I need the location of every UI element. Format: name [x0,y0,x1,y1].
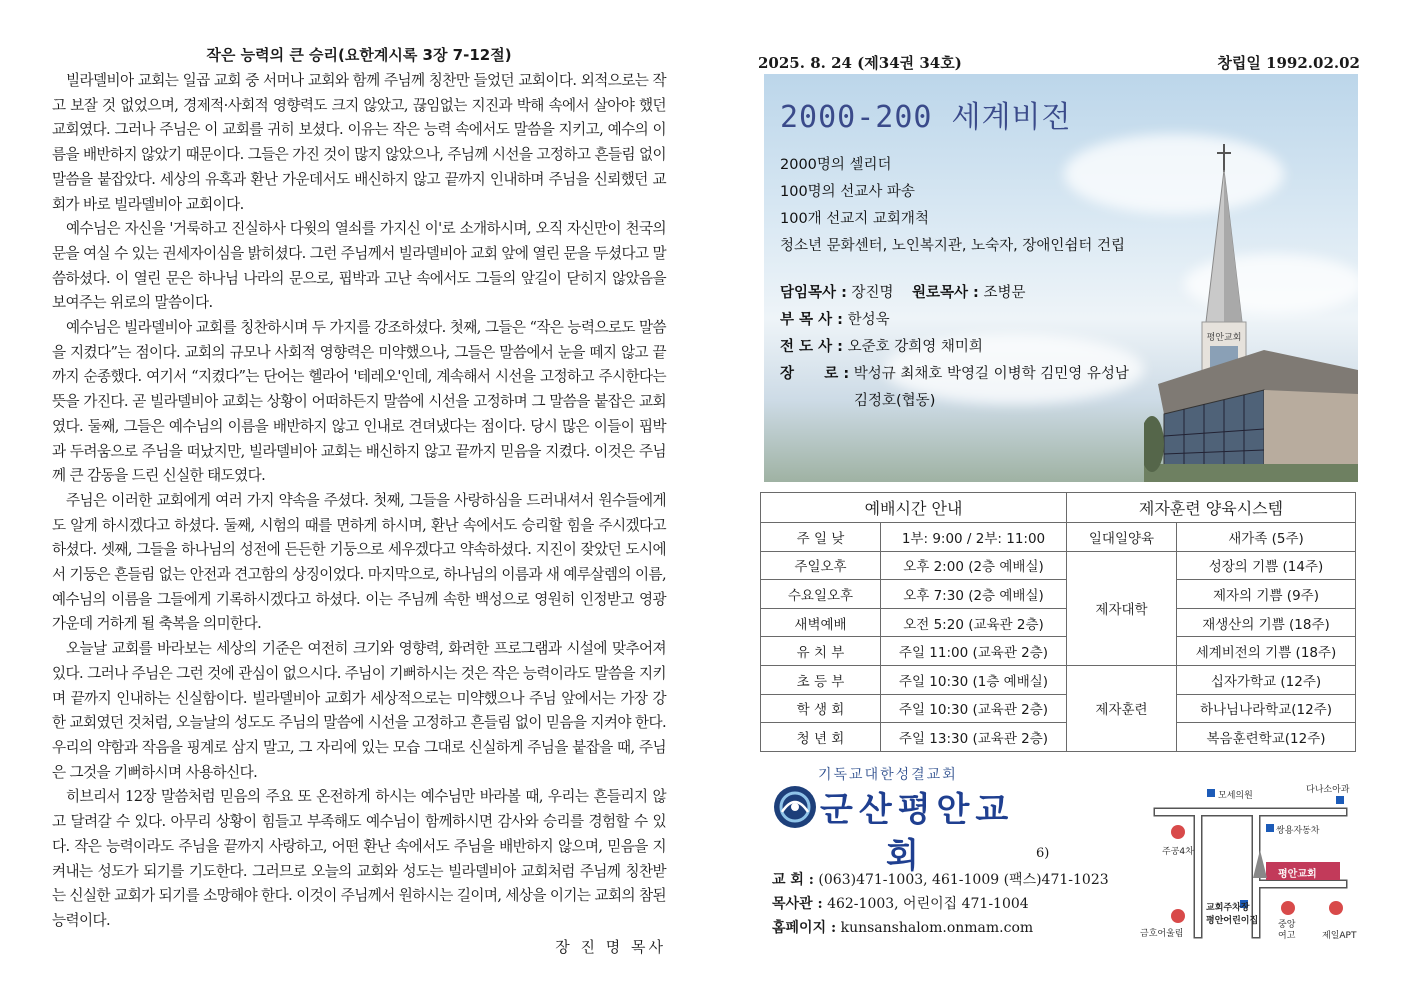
training-group: 일대일양육 [1067,523,1177,552]
contact-label: 교 회 : [772,872,814,888]
parsonage-phone: 462-1003, 어린이집 471-1004 [827,896,1029,912]
issue-header [758,44,1360,74]
sermon-paragraph: 오늘날 교회를 바라보는 세상의 기준은 여전히 크기와 영향력, 화려한 프로그램과 시설에 맞추어져 있다. 그러나 주님은 그런 것에 관심이 없으시다. 주님이 기뻐하시는 것은 작은 능력이라도 말씀을 지키며 끝까지 인내하는 신실함이다. 빌라델비아 교회가 세상적으로는 미약했으나 주님 앞에서는 가장 강한 교회였던 것처럼, 오늘날의 성도도 주님의 말씀에 시선을 고정하고 흔들림 없이 믿음을 지켜야 한다. 우리의 약함과 작음을 핑계로 삼지 말고, 그 자리에 있는 모습 그대로 신실하게 주님을 붙잡을 때, 주님은 그것을 기뻐하시며 사용하신다. [52,640,666,781]
school-marker [1281,901,1295,915]
staff-label: 전 도 사 : [780,339,843,355]
page-number: 6) [1036,846,1050,861]
clinic-marker [1207,789,1215,797]
service-name: 청 년 회 [761,723,881,752]
map-label: 중앙 [1278,920,1296,930]
apartment-marker [1171,909,1185,923]
service-time: 주일 10:30 (교육관 2층) [881,694,1067,723]
map-label: 금호어울림 [1140,929,1184,939]
sermon-paragraph: 주님은 이러한 교회에게 여러 가지 약속을 주셨다. 첫째, 그들을 사랑하심을 드러내셔서 원수들에게도 알게 하시겠다고 하셨다. 둘째, 시험의 때를 면하게 하시며, 환난 속에서도 승리할 힘을 주시겠다고 하셨다. 셋째, 그들을 하나님의 성전에 든든한 기둥으로 세우겠다고 약속하셨다. 지진이 잦았던 도시에서 기둥은 흔들림 없는 안전과 견고함의 상징이었다. 마지막으로, 하나님의 이름과 새 예루살렘의 이름, 예수님의 이름을 그들에게 기록하시겠다고 하셨다. 이는 주님께 속한 백성으로 영원히 인정받고 영광 가운데 거하게 될 축복을 의미한다. [52,491,666,633]
training-group: 제자훈련 [1067,665,1177,751]
service-name: 수요일오후 [761,580,881,609]
church-name-cont: 회 [886,836,919,876]
staff-label: 부 목 사 : [780,312,843,328]
sermon-title: 작은 능력의 큰 승리(요한계시록 3장 7-12절) [206,46,512,64]
map-label: 평안어린이집 [1206,916,1259,926]
table-row [761,665,1356,694]
table-row [761,551,1356,580]
staff-list [780,280,1129,415]
elders: 박성규 최채호 박영길 이병학 김민영 유성남 [853,366,1129,382]
vision-item: 100개 선교지 교회개척 [780,211,929,227]
training-system-header: 제자훈련 양육시스템 [1067,493,1356,523]
table-row [761,580,1356,609]
church-building-illustration [1144,144,1358,482]
founded-date: 창립일 1992.02.02 [1217,54,1360,72]
service-name: 새벽예배 [761,608,881,637]
apartment-marker [1171,825,1185,839]
table-row [761,523,1356,552]
map-label: 다나소아과 [1306,785,1350,795]
training-group: 제자대학 [1067,551,1177,665]
service-time: 1부: 9:00 / 2부: 11:00 [881,523,1067,552]
staff-label: 담임목사 : [780,285,847,301]
dealer-marker [1266,824,1274,832]
training-course: 하나님나라학교(12주) [1177,694,1356,723]
table-row [761,608,1356,637]
training-course: 재생산의 기쁨 (18주) [1177,608,1356,637]
map-label: 주공4차 [1162,847,1194,857]
church-sign: 평안교회 [1206,333,1242,343]
service-time: 주일 10:30 (1층 예배실) [881,665,1067,694]
vision-item: 100명의 선교사 파송 [780,184,915,200]
service-time: 주일 11:00 (교육관 2층) [881,637,1067,666]
church-logo-icon [772,784,818,830]
hero-banner [764,74,1358,482]
table-row [761,637,1356,666]
map-label: 평안교회 [1278,869,1317,880]
training-course: 제자의 기쁨 (9주) [1177,580,1356,609]
evangelists: 오준호 강희영 채미희 [847,339,983,355]
church-name: 군산평안교 [820,790,1015,830]
service-name: 유 치 부 [761,637,881,666]
service-time: 주일 13:30 (교육관 2층) [881,723,1067,752]
worship-schedule-header: 예배시간 안내 [761,493,1067,523]
service-name: 학 생 회 [761,694,881,723]
elders-cont: 김정호(협동) [854,393,936,409]
training-course: 십자가학교 (12주) [1177,665,1356,694]
service-time: 오후 2:00 (2층 예배실) [881,551,1067,580]
pediatrics-marker [1336,796,1344,804]
senior-pastor: 장진명 [851,285,894,301]
table-row [761,723,1356,752]
service-name: 주일오후 [761,551,881,580]
training-course: 성장의 기쁨 (14주) [1177,551,1356,580]
sermon-paragraph: 예수님은 자신을 '거룩하고 진실하사 다윗의 열쇠를 가지신 이'로 소개하시며, 오직 자신만이 천국의 문을 여실 수 있는 권세자이심을 밝히셨다. 그런 주님께서 빌라델비아 교회 앞에 열린 문을 두셨다고 말씀하셨다. 이 열린 문은 하나님 나라의 문으로, 핍박과 고난 속에서도 그들의 앞길이 닫히지 않았음을 보여주는 위로의 말씀이다. [52,220,666,312]
location-map [1138,774,1360,942]
issue-number: 2025. 8. 24 (제34권 34호) [758,54,962,72]
emeritus-pastor: 조병문 [983,285,1026,301]
sermon-page [52,44,666,964]
church-phone: (063)471-1003, 461-1009 (팩스)471-1023 [818,872,1109,888]
sermon-author: 장 진 명 목사 [555,937,666,956]
staff-label: 장 로 : [780,366,850,382]
vision-item: 청소년 문화센터, 노인복지관, 노숙자, 장애인쉼터 건립 [780,238,1126,254]
sermon-paragraph: 히브리서 12장 말씀처럼 믿음의 주요 또 온전하게 하시는 예수님만 바라볼 때, 우리는 흔들리지 않고 달려갈 수 있다. 아무리 상황이 힘들고 부족해도 예수님이 함께하시면 감사와 승리를 경험할 수 있다. 작은 능력이라도 주님을 끝까지 사랑하고, 어떤 환난 속에서도 주님을 배반하지 않으며, 믿음을 지켜내는 성도가 되기를 기도한다. 그러므로 오늘의 교회와 성도는 빌라델비아 교회처럼 주님께 칭찬받는 신실한 교회가 되기를 소망해야 한다. 이것이 주님께서 원하시는 길이며, 세상을 이기는 교회의 참된 능력이다. [52,788,666,929]
map-label: 여고 [1278,931,1296,941]
vision-title: 2000-200 세계비전 [780,100,1072,135]
bulletin-cover [758,44,1360,964]
staff-label: 원로목사 : [911,285,979,301]
service-time: 오후 7:30 (2층 예배실) [881,580,1067,609]
contact-label: 홈페이지 : [772,920,837,936]
service-name: 초 등 부 [761,665,881,694]
map-label: 쌍용자동차 [1276,826,1320,836]
apartment-marker [1329,901,1343,915]
contact-info [772,868,1109,940]
map-label: 제일APT [1322,931,1357,941]
denomination: 기독교대한성결교회 [818,767,958,783]
vision-item: 2000명의 셀리더 [780,157,892,173]
service-name: 주 일 낮 [761,523,881,552]
sermon-paragraph: 예수님은 빌라델비아 교회를 칭찬하시며 두 가지를 강조하셨다. 첫째, 그들은 “작은 능력으로도 말씀을 지켰다”는 점이다. 교회의 규모나 사회적 영향력은 미약했으나, 그들은 말씀에서 눈을 떼지 않고 끝까지 순종했다. 여기서 “지켰다”는 단어는 헬라어 '테레오'인데, 계속해서 시선을 고정하고 주시한다는 뜻을 가진다. 곧 빌라델비아 교회는 상황이 어떠하든지 말씀에 시선을 고정하며 그 말씀을 붙잡은 교회였다. 둘째, 그들은 예수님의 이름을 배반하지 않고 인내로 견뎌냈다는 점이다. 당시 많은 이들이 핍박과 두려움으로 주님을 떠났지만, 빌라델비아 교회는 배신하지 않고 끝까지 믿음을 지켰다. 이것은 주님께 큰 감동을 드린 신실한 태도였다. [52,319,666,485]
sermon-paragraph: 빌라델비아 교회는 일곱 교회 중 서머나 교회와 함께 주님께 칭찬만 들었던 교회이다. 외적으로는 작고 보잘 것 없었으며, 경제적·사회적 영향력도 크지 않았고, 끊임없는 지진과 박해 속에서 살아야 했던 교회였다. 그러나 주님은 이 교회를 귀히 보셨다. 이유는 작은 능력 속에서도 말씀을 지키고, 예수의 이름을 배반하지 않았기 때문이다. 그들은 가진 것이 많지 않았으나, 주님께 시선을 고정하고 흔들림 없이 말씀을 붙잡았다. 세상의 유혹과 환난 가운데서도 배신하지 않고 끝까지 인내하며 주님을 신뢰했던 교회가 바로 빌라델비아 교회이다. [52,72,666,213]
training-course: 복음훈련학교(12주) [1177,723,1356,752]
training-course: 새가족 (5주) [1177,523,1356,552]
service-time: 오전 5:20 (교육관 2층) [881,608,1067,637]
associate-pastor: 한성욱 [847,312,890,328]
contact-label: 목사관 : [772,896,823,912]
schedule-table [760,492,1356,752]
map-label: 교회주차장 [1206,903,1250,913]
table-row [761,694,1356,723]
vision-list [780,152,1125,260]
map-label: 모세의원 [1218,791,1253,801]
homepage-link[interactable]: kunsanshalom.onmam.com [840,920,1034,936]
training-course: 세계비전의 기쁨 (18주) [1177,637,1356,666]
